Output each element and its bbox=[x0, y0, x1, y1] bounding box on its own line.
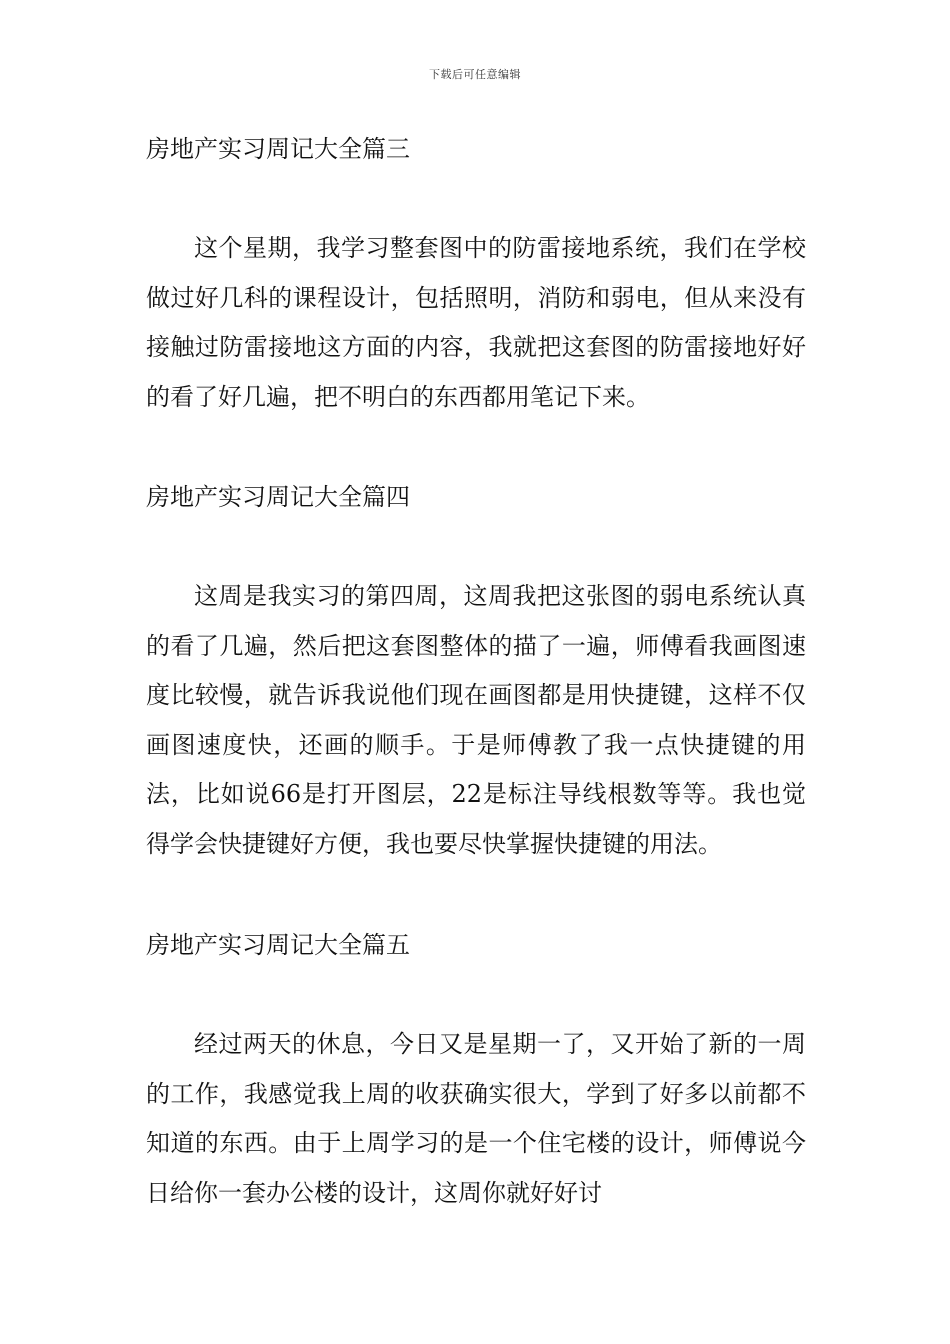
section-title: 房地产实习周记大全篇三 bbox=[146, 135, 410, 163]
section-body: 这个星期，我学习整套图中的防雷接地系统，我们在学校做过好几科的课程设计，包括照明，消防和弱电，但从来没有接触过防雷接地这方面的内容，我就把这套图的防雷接地好好的看了好几遍，把不明白的东西都用笔记下来。 bbox=[146, 234, 806, 411]
section-4 bbox=[146, 472, 806, 870]
section-title: 房地产实习周记大全篇四 bbox=[146, 483, 410, 511]
blank-line bbox=[146, 970, 806, 1020]
section-title: 房地产实习周记大全篇五 bbox=[146, 931, 410, 959]
section-5 bbox=[146, 920, 806, 1218]
blank-line bbox=[146, 522, 806, 572]
section-body: 这周是我实习的第四周，这周我把这张图的弱电系统认真的看了几遍，然后把这套图整体的描了一遍，师傅看我画图速度比较慢，就告诉我说他们现在画图都是用快捷键，这样不仅画图速度快，还画的顺手。于是师傅教了我一点快捷键的用法，比如说66是打开图层，22是标注导线根数等等。我也觉得学会快捷键好方便，我也要尽快掌握快捷键的用法。 bbox=[146, 582, 806, 858]
section-3 bbox=[146, 124, 806, 422]
section-body: 经过两天的休息，今日又是星期一了，又开始了新的一周的工作，我感觉我上周的收获确实很大，学到了好多以前都不知道的东西。由于上周学习的是一个住宅楼的设计，师傅说今日给你一套办公楼的设计，这周你就好好讨 bbox=[146, 1030, 806, 1207]
header-note: 下载后可任意编辑 bbox=[429, 68, 521, 81]
blank-line bbox=[146, 174, 806, 224]
